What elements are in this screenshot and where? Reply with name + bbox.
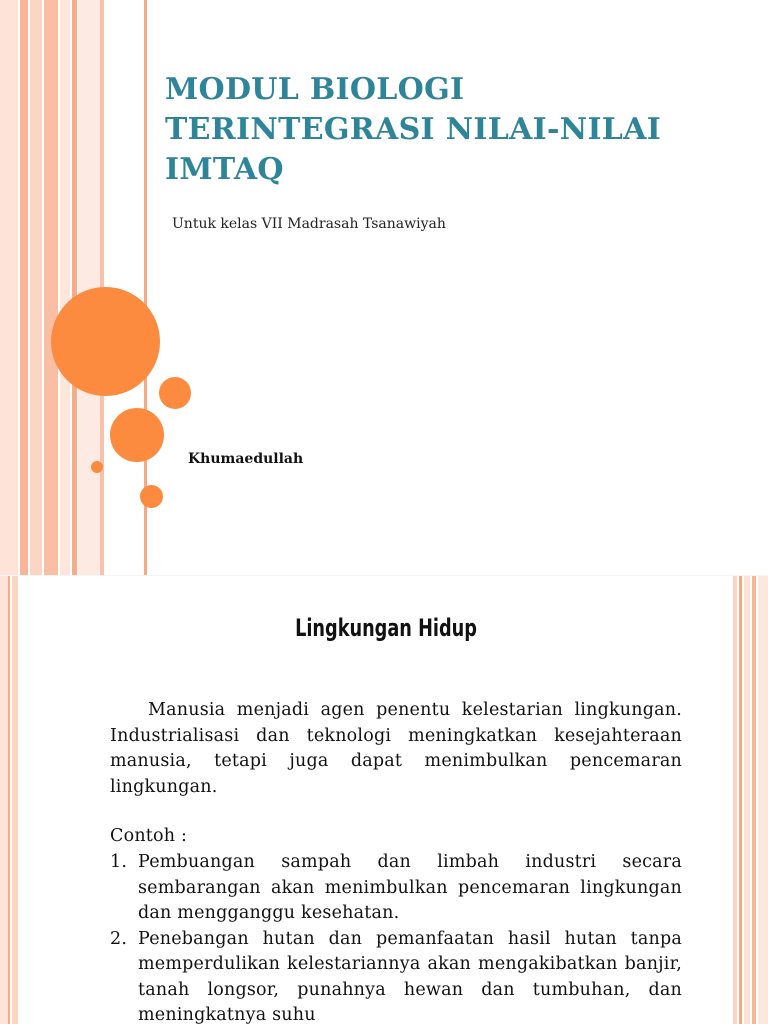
decor-circle [140, 485, 163, 508]
decor-stripe [8, 576, 10, 1024]
decor-stripe [30, 0, 42, 576]
slide-subtitle: Untuk kelas VII Madrasah Tsanawiyah [172, 216, 446, 232]
list-item-text: Pembuangan sampah dan limbah industri secara sembarangan akan menimbulkan pencemaran lingkungan dan mengganggu kesehatan. [138, 852, 682, 923]
decor-circle [110, 408, 164, 462]
decor-stripe [72, 0, 77, 576]
decor-circle [91, 461, 103, 473]
decor-stripe [0, 576, 8, 1024]
content-slide [0, 576, 768, 1024]
decor-stripe [739, 576, 742, 1024]
decor-stripe [20, 0, 28, 576]
decor-stripe [758, 576, 768, 1024]
decor-stripe [733, 576, 737, 1024]
list-number: 1. [110, 852, 128, 872]
list-number: 2. [110, 928, 128, 949]
decor-stripe [12, 576, 18, 1024]
decor-stripe [0, 0, 18, 576]
list-item-text: Penebangan hutan dan pemanfaatan hasil hutan tanpa memperdulikan kelestariannya akan mengakibatkan banjir, tanah longsor, punahnya hewan dan tumbuhan, dan meningkatnya suhu [138, 928, 682, 1024]
list-item [110, 850, 682, 927]
slide-title: MODUL BIOLOGI TERINTEGRASI NILAI-NILAI IMTAQ [165, 72, 662, 187]
decor-circle [159, 377, 191, 409]
decor-stripe [44, 0, 58, 576]
examples-list [110, 850, 682, 1024]
examples-label: Contoh : [110, 826, 188, 846]
decor-stripe [60, 0, 70, 576]
decor-stripe [744, 576, 750, 1024]
section-title: Lingkungan Hidup [295, 614, 477, 642]
body-paragraph: Manusia menjadi agen penentu kelestarian lingkungan. Industrialisasi dan teknologi meningkatkan kesejahteraan manusia, tetapi juga dapat menimbulkan pencemaran lingkungan. [110, 700, 682, 797]
author-name: Khumaedullah [188, 451, 304, 467]
decor-stripe [752, 576, 756, 1024]
decor-circle [51, 287, 160, 396]
list-item [110, 927, 682, 1024]
